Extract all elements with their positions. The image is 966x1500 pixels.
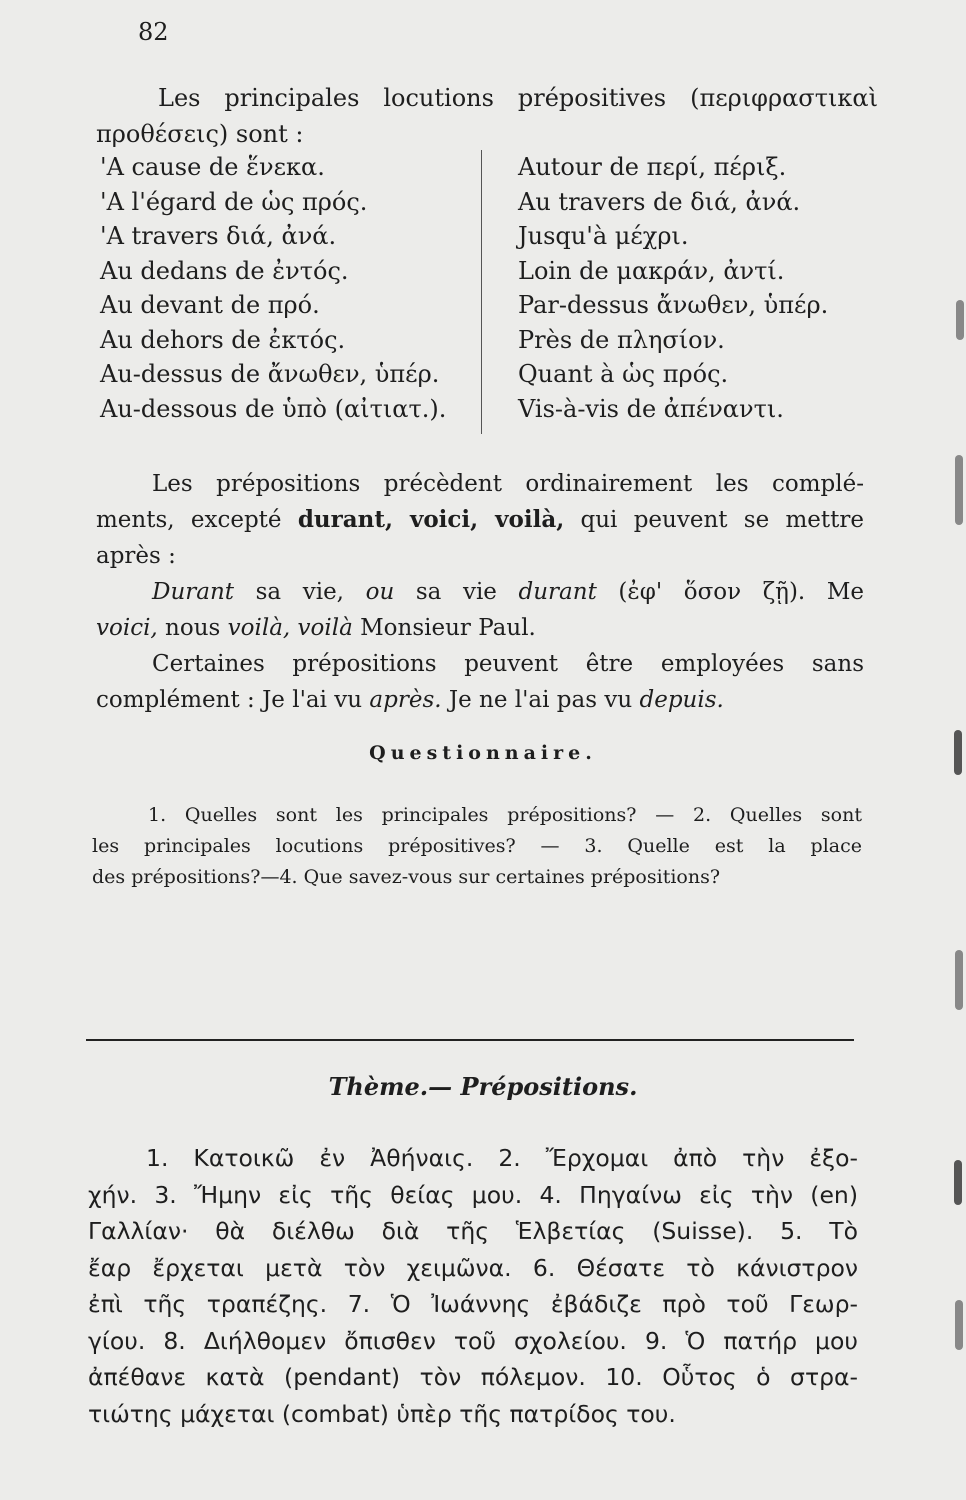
italic-run: Durant [152, 579, 235, 605]
prepositions-order-paragraph [96, 466, 864, 574]
paragraph-line [96, 502, 864, 538]
margin-shadow [955, 950, 963, 1010]
without-complement-paragraph [96, 646, 864, 718]
italic-run: durant [518, 579, 597, 605]
paragraph-line: après : [96, 543, 176, 569]
locution-item: Jusqu'à μέχρι. [518, 222, 689, 250]
locution-item: Par-dessus ἄνωθεν, ὑπέρ. [518, 291, 829, 319]
exercise-line: γίου. 8. Διήλθομεν ὄπισθεν τοῦ σχολείου. 9. Ὁ πατήρ μου [88, 1326, 858, 1355]
intro-line-2: προθέσεις) sont : [96, 120, 304, 148]
theme-exercise [88, 1140, 858, 1432]
questionnaire-title: Questionnaire. [369, 742, 597, 764]
locution-item: Vis-à-vis de ἀπέναντι. [518, 394, 784, 423]
locutions-right-column [518, 150, 828, 426]
exercise-line: 1. Κατοικῶ ἐν Ἀθήναις. 2. Ἔρχομαι ἀπὸ τὴν ἐξο- [146, 1144, 858, 1172]
paragraph-line: Certaines prépositions peuvent être employées sans [152, 651, 864, 677]
text-run: (ἐφ' ὅσον ζῇ). Me [596, 579, 864, 605]
locutions-left-column [100, 150, 446, 426]
locution-item: Au dedans de ἐντός. [100, 256, 349, 285]
locution-item: Près de πλησίον. [518, 325, 725, 354]
paragraph-line [96, 610, 864, 646]
text-run: qui peuvent se mettre [564, 507, 864, 533]
locution-item: Au-dessous de ὑπὸ (αἰτιατ.). [100, 394, 447, 423]
exercise-line: Γαλλίαν· θὰ διέλθω διὰ τῆς Ἑλβετίας (Suisse). 5. Τὸ [88, 1217, 858, 1245]
italic-run: depuis. [639, 687, 724, 713]
text-run: sa vie [394, 579, 519, 605]
question-line: des prépositions?—4. Que savez-vous sur certaines prépositions? [92, 866, 721, 888]
locution-item: Au dehors de ἐκτός. [100, 325, 346, 354]
locution-item: Au-dessus de ἄνωθεν, ὑπέρ. [100, 360, 440, 388]
margin-shadow [954, 730, 962, 775]
text-run: nous [157, 615, 228, 641]
text-run: sa vie, [234, 579, 366, 605]
exercise-line: τιώτης μάχεται (combat) ὑπὲρ τῆς πατρίδος του. [88, 1399, 676, 1428]
text-run: ments, excepté [96, 507, 298, 533]
exercise-line: ἐπὶ τῆς τραπέζης. 7. Ὁ Ἰωάννης ἐβάδιζε πρὸ τοῦ Γεωρ- [88, 1290, 858, 1318]
paragraph-line: Les prépositions précèdent ordinairement les complé- [152, 471, 864, 497]
italic-run: après. [369, 687, 442, 713]
italic-run: voici, [96, 615, 158, 641]
exercise-line: ἀπέθανε κατὰ (pendant) τὸν πόλεμον. 10. Οὗτος ὁ στρα- [88, 1363, 858, 1391]
margin-shadow [955, 455, 963, 525]
exercise-line: χήν. 3. Ἤμην εἰς τῆς θείας μου. 4. Πηγαίνω εἰς τὴν (en) [88, 1180, 858, 1209]
margin-shadow [955, 1300, 963, 1350]
locution-item: 'A cause de ἕνεκα. [100, 153, 325, 181]
question-line: les principales locutions prépositives? — 3. Quelle est la place [92, 835, 862, 857]
column-divider [481, 150, 482, 434]
locution-item: Autour de περί, πέριξ. [518, 153, 787, 181]
paragraph-line [96, 682, 864, 718]
intro-line-1: Les principales locutions prépositives (περιφραστικαὶ [158, 84, 878, 112]
theme-title: Thème.— Prépositions. [328, 1072, 638, 1101]
margin-shadow [954, 1160, 962, 1205]
text-run: Monsieur Paul. [352, 615, 536, 641]
page-number: 82 [138, 18, 169, 46]
margin-shadow [956, 300, 964, 340]
intro-paragraph [96, 80, 878, 152]
exercise-line: ἔαρ ἔρχεται μετὰ τὸν χειμῶνα. 6. Θέσατε τὸ κάνιστρον [88, 1253, 858, 1282]
text-run: Je ne l'ai pas vu [441, 687, 640, 713]
locution-item: Au devant de πρό. [100, 291, 320, 319]
locution-item: 'A l'égard de ὡς πρός. [100, 187, 368, 216]
locution-item: 'A travers διά, ἀνά. [100, 222, 337, 250]
locution-item: Loin de μακράν, ἀντί. [518, 256, 785, 285]
bold-run: durant, voici, voilà, [297, 506, 565, 533]
italic-run: ou [365, 579, 395, 605]
locution-item: Au travers de διά, ἀνά. [518, 187, 801, 216]
text-run: complément : Je l'ai vu [96, 687, 370, 713]
locution-item: Quant à ὡς πρός. [518, 360, 729, 388]
section-rule [86, 1039, 854, 1041]
questionnaire-body [92, 800, 862, 893]
example-paragraph [96, 574, 864, 646]
paragraph-line [96, 574, 864, 610]
question-line: 1. Quelles sont les principales prépositions? — 2. Quelles sont [148, 804, 862, 826]
italic-run: voilà, voilà [227, 615, 353, 641]
